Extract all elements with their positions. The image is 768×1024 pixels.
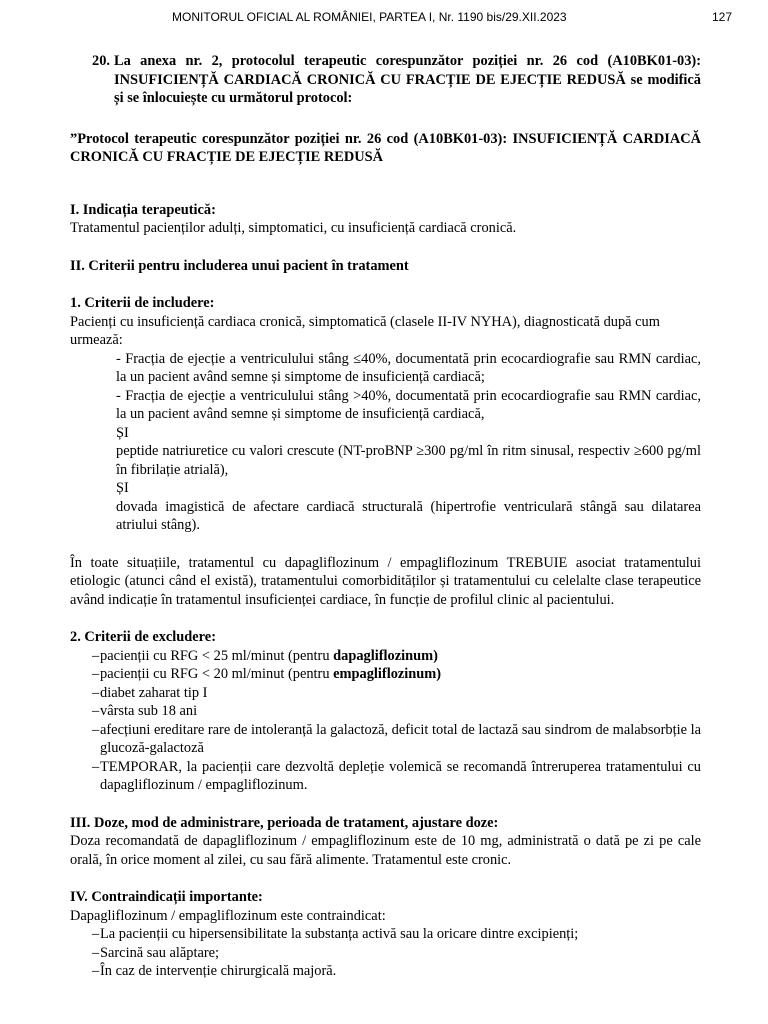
publication-title: MONITORUL OFICIAL AL ROMÂNIEI, PARTEA I, Nr. 1190 bis/29.XII.2023: [172, 10, 567, 24]
inclusion-intro: Pacienți cu insuficiență cardiaca cronică, simptomatică (clasele II-IV NYHA), diagnosticată după cum urmează:: [70, 313, 660, 348]
inclusion-criteria: [70, 350, 701, 535]
protocol-title: ”Protocol terapeutic corespunzător poziției nr. 26 cod (A10BK01-03): INSUFICIENȚĂ CARDIACĂ CRONICĂ CU FRACȚIE DE EJECȚIE REDUSĂ: [70, 130, 701, 165]
inclusion-heading: 1. Criterii de includere:: [70, 295, 215, 311]
page-number: 127: [711, 10, 732, 24]
list-item: – pacienții cu RFG < 25 ml/minut (pentru dapagliflozinum): [70, 647, 701, 666]
list-item: – TEMPORAR, la pacienții care dezvoltă depleție volemică se recomandă întreruperea tratamentului cu dapagliflozinum / empagliflozinum.: [70, 758, 701, 795]
conjunction-and-1: ȘI: [116, 424, 129, 441]
list-item: – vârsta sub 18 ani: [70, 702, 701, 721]
section-2-heading: II. Criterii pentru includerea unui pacient în tratament: [70, 257, 409, 274]
section-1-heading: I. Indicația terapeutică:: [70, 201, 216, 218]
list-item: – În caz de intervenție chirurgicală majoră.: [70, 962, 701, 981]
conjunction-and-2: ȘI: [116, 480, 129, 496]
list-item: – diabet zaharat tip I: [70, 684, 701, 703]
inclusion-item-3: peptide natriuretice cu valori crescute (NT-proBNP ≥300 pg/ml în ritm sinusal, respectiv ≥600 pg/ml în fibrilație atrială),: [116, 443, 701, 478]
page-header: [0, 10, 768, 28]
list-item: – La pacienții cu hipersensibilitate la substanța activă sau la oricare dintre excipienți;: [70, 925, 701, 944]
amendment-number: 20.: [92, 53, 110, 69]
inclusion-item-4: dovada imagistică de afectare cardiacă structurală (hipertrofie ventriculară stângă sau dilatarea atriului stâng).: [116, 498, 701, 533]
section-1-text: Tratamentul pacienților adulți, simptomatici, cu insuficiență cardiacă cronică.: [70, 220, 517, 236]
section-3-heading: III. Doze, mod de administrare, perioada de tratament, ajustare doze:: [70, 814, 499, 831]
section-4-heading: IV. Contraindicații importante:: [70, 889, 263, 905]
contraindication-list: [70, 925, 701, 981]
exclusion-heading: 2. Criterii de excludere:: [70, 629, 216, 645]
exclusion-list: [70, 647, 701, 795]
list-item: – afecțiuni ereditare rare de intoleranță la galactoză, deficit total de lactază sau sindrom de malabsorbție la glucoză-galactoză: [70, 721, 701, 758]
list-item: – pacienții cu RFG < 20 ml/minut (pentru empagliflozinum): [70, 665, 701, 684]
list-item: – Sarcină sau alăptare;: [70, 944, 701, 963]
section-4-intro: Dapagliflozinum / empagliflozinum este contraindicat:: [70, 907, 386, 924]
inclusion-item-2: - Fracția de ejecție a ventriculului stâng >40%, documentată prin ecocardiografie sau RMN cardiac, la un pacient având semne și simptome de insuficiență cardiacă,: [116, 387, 701, 422]
inclusion-item-1: - Fracția de ejecție a ventriculului stâng ≤40%, documentată prin ecocardiografie sau RMN cardiac, la un pacient având semne și simptome de insuficiență cardiacă;: [116, 350, 701, 385]
section-3-text: Doza recomandată de dapagliflozinum / empagliflozinum este de 10 mg, administrată o dată pe zi pe cale orală, în orice moment al zilei, cu sau fără alimente. Tratamentul este cronic.: [70, 833, 701, 868]
amendment-paragraph: [70, 52, 701, 108]
treatment-note: În toate situațiile, tratamentul cu dapagliflozinum / empagliflozinum TREBUIE asociat tratamentului etiologic (atunci când el există), tratamentului comorbidităților și tratamentului cu celelalte clase terapeutice având indicație în tratamentul insuficienței cardiace, în funcție de profilul clinic al pacientului.: [70, 554, 701, 608]
document-body: [70, 52, 701, 981]
amendment-text: La anexa nr. 2, protocolul terapeutic corespunzător poziției nr. 26 cod (A10BK01-03): INSUFICIENȚĂ CARDIACĂ CRONICĂ CU FRACȚIE DE EJECȚIE REDUSĂ se modifică și se înlocuiește cu următorul protocol:: [114, 53, 701, 106]
